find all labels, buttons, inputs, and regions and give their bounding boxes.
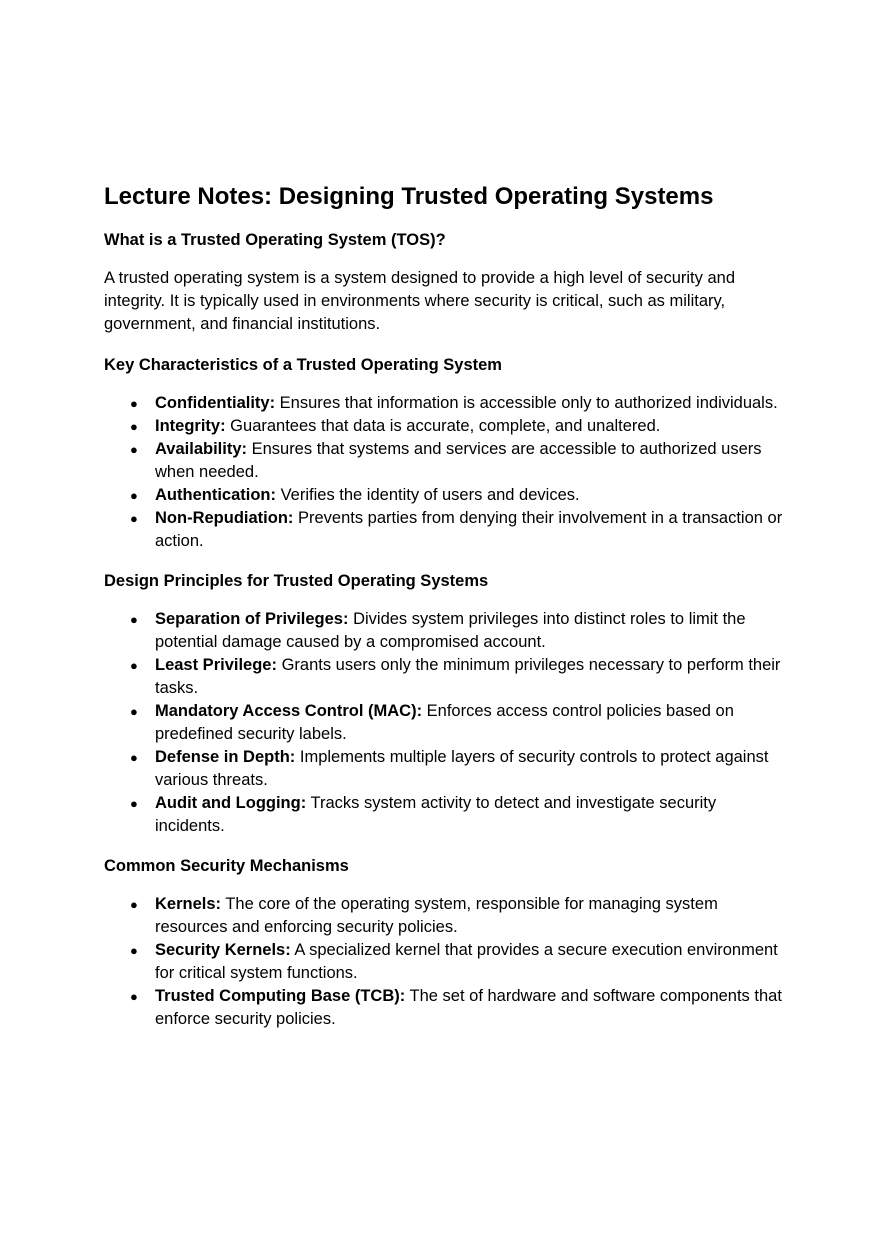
list-item-term: Kernels:	[155, 895, 222, 913]
list-item	[104, 392, 784, 415]
list-item-text: Ensures that systems and services are accessible to authorized users when needed.	[155, 440, 762, 481]
list-item	[104, 507, 784, 553]
security-mechanisms-list	[104, 893, 784, 1031]
list-item-text: Prevents parties from denying their involvement in a transaction or action.	[155, 509, 783, 550]
bullet-icon: ●	[130, 419, 138, 434]
section-heading-what-is-tos: What is a Trusted Operating System (TOS)?	[104, 231, 446, 249]
list-item-term: Confidentiality:	[155, 394, 276, 412]
document-title: Lecture Notes: Designing Trusted Operating Systems	[104, 183, 714, 210]
list-item	[104, 654, 784, 700]
list-item-term: Availability:	[155, 440, 247, 458]
bullet-icon: ●	[130, 396, 138, 411]
section-heading-key-characteristics: Key Characteristics of a Trusted Operating System	[104, 356, 502, 374]
section-heading-security-mechanisms: Common Security Mechanisms	[104, 857, 349, 875]
list-item-term: Separation of Privileges:	[155, 610, 349, 628]
list-item-text: Divides system privileges into distinct roles to limit the potential damage caused by a compromised account.	[155, 610, 746, 651]
section-paragraph-what-is-tos: A trusted operating system is a system designed to provide a high level of security and integrity. It is typically used in environments where security is critical, such as military, government, and financial institutions.	[104, 269, 736, 333]
list-item-text: Ensures that information is accessible only to authorized individuals.	[275, 394, 778, 412]
list-item	[104, 746, 784, 792]
list-item-text: The core of the operating system, responsible for managing system resources and enforcing security policies.	[155, 895, 718, 936]
list-item	[104, 438, 784, 484]
list-item	[104, 985, 784, 1031]
list-item-term: Non-Repudiation:	[155, 509, 294, 527]
list-item-term: Least Privilege:	[155, 656, 277, 674]
list-item-text: Guarantees that data is accurate, complete, and unaltered.	[225, 417, 661, 435]
list-item-text: Tracks system activity to detect and investigate security incidents.	[155, 794, 717, 835]
bullet-icon: ●	[130, 897, 138, 912]
list-item-term: Integrity:	[155, 417, 226, 435]
list-item-text: The set of hardware and software components that enforce security policies.	[155, 987, 782, 1028]
list-item-text: Enforces access control policies based on predefined security labels.	[155, 702, 734, 743]
list-item	[104, 415, 784, 438]
bullet-icon: ●	[130, 442, 138, 457]
list-item-term: Security Kernels:	[155, 941, 291, 959]
bullet-icon: ●	[130, 511, 138, 526]
bullet-icon: ●	[130, 943, 138, 958]
bullet-icon: ●	[130, 796, 138, 811]
list-item-text: Verifies the identity of users and devices.	[276, 486, 580, 504]
list-item	[104, 792, 784, 838]
bullet-icon: ●	[130, 612, 138, 627]
list-item	[104, 939, 784, 985]
list-item	[104, 484, 784, 507]
design-principles-list	[104, 608, 784, 838]
list-item-text: Implements multiple layers of security controls to protect against various threats.	[155, 748, 769, 789]
list-item-term: Trusted Computing Base (TCB):	[155, 987, 406, 1005]
bullet-icon: ●	[130, 750, 138, 765]
bullet-icon: ●	[130, 989, 138, 1004]
list-item-term: Mandatory Access Control (MAC):	[155, 702, 423, 720]
bullet-icon: ●	[130, 704, 138, 719]
list-item-term: Authentication:	[155, 486, 276, 504]
list-item	[104, 700, 784, 746]
list-item-term: Audit and Logging:	[155, 794, 307, 812]
list-item-term: Defense in Depth:	[155, 748, 296, 766]
list-item	[104, 893, 784, 939]
section-heading-design-principles: Design Principles for Trusted Operating Systems	[104, 572, 489, 590]
bullet-icon: ●	[130, 658, 138, 673]
list-item	[104, 608, 784, 654]
document-body	[104, 181, 784, 1048]
list-item-text: A specialized kernel that provides a secure execution environment for critical system functions.	[155, 941, 778, 982]
key-characteristics-list	[104, 392, 784, 553]
bullet-icon: ●	[130, 488, 138, 503]
list-item-text: Grants users only the minimum privileges necessary to perform their tasks.	[155, 656, 781, 697]
